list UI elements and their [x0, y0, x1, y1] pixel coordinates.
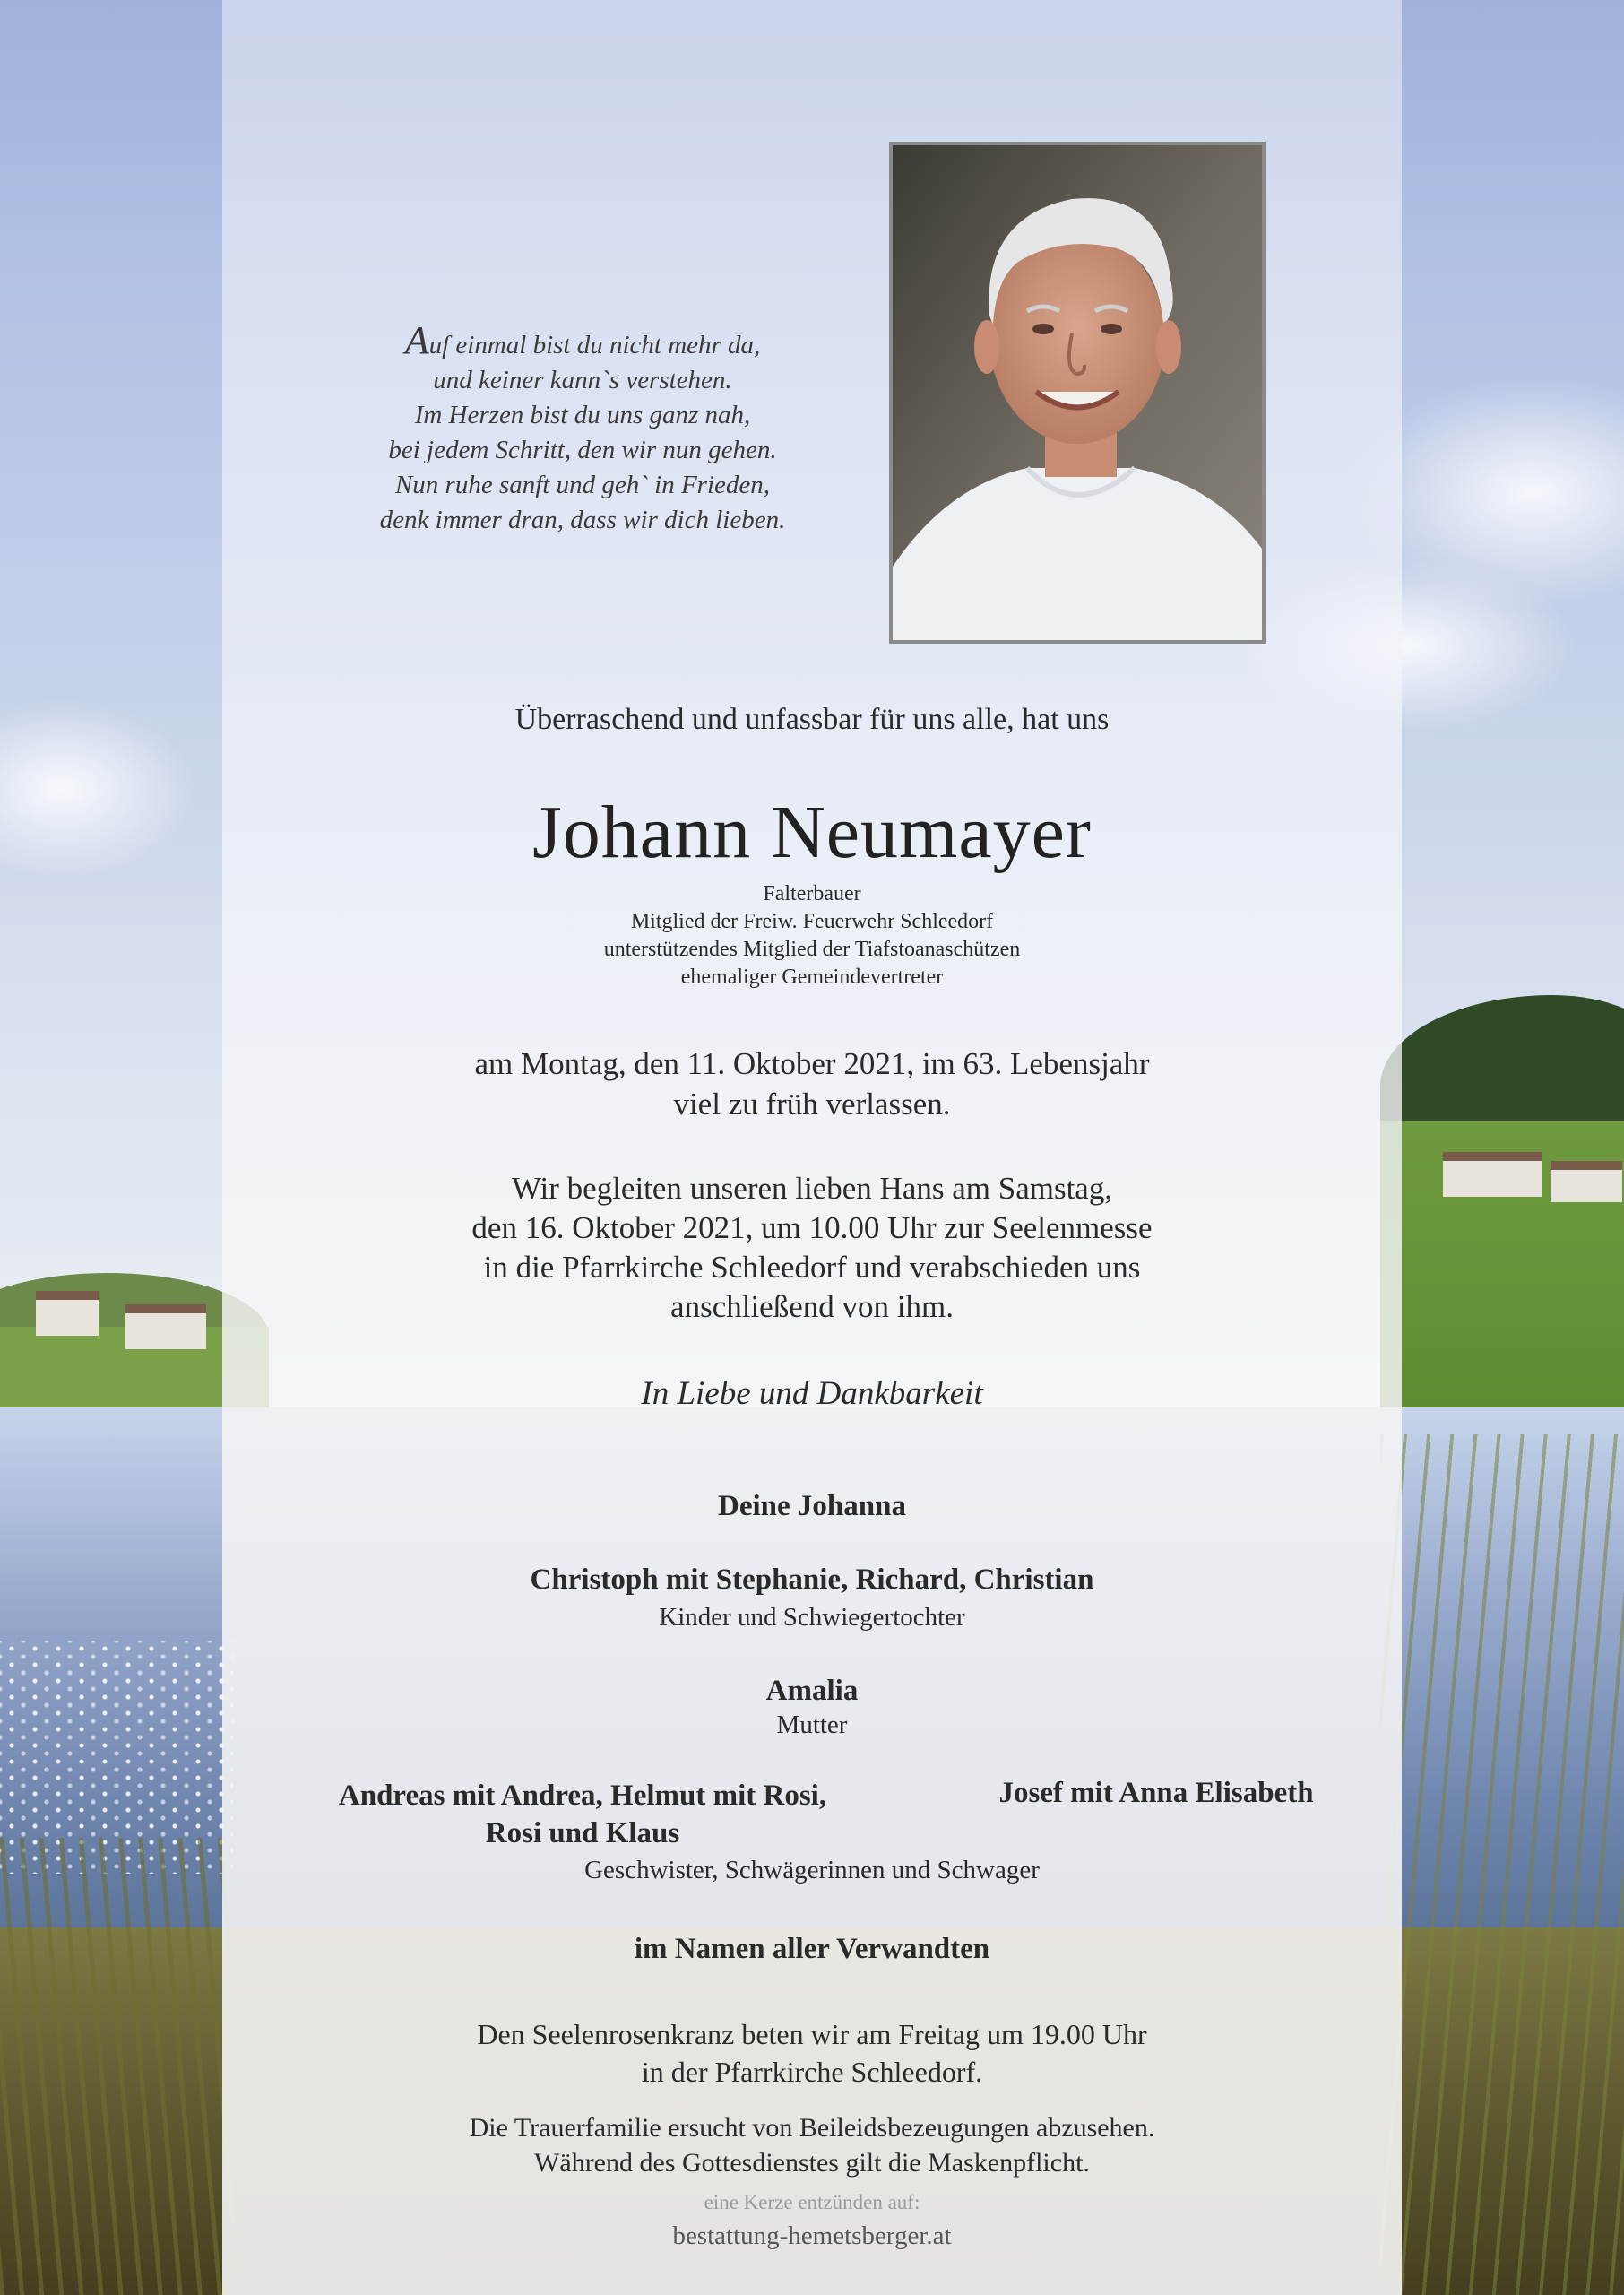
death-notice — [222, 1044, 1402, 1124]
note-line: Während des Gottesdienstes gilt die Maskenpflicht. — [534, 2148, 1090, 2178]
memorial-poem — [305, 318, 860, 538]
poem-line: und keiner kann`s verstehen. — [433, 366, 732, 394]
deceased-name: Johann Neumayer — [532, 791, 1092, 874]
role-item: unterstützendes Mitglied der Tiafstoanaschützen — [603, 938, 1021, 961]
siblings-line: Andreas mit Andrea, Helmut mit Rosi, — [338, 1780, 827, 1812]
poem-line: bei jedem Schritt, den wir nun gehen. — [388, 436, 777, 464]
mourner-siblings-right: Josef mit Anna Elisabeth — [998, 1777, 1314, 1809]
poem-line: Im Herzen bist du uns ganz nah, — [414, 401, 751, 429]
family-notes — [222, 2110, 1402, 2180]
funeral-line: den 16. Oktober 2021, um 10.00 Uhr zur Seelenmesse — [471, 1210, 1153, 1245]
mourner-relatives: im Namen aller Verwandten — [634, 1933, 990, 1965]
death-line: am Montag, den 11. Oktober 2021, im 63. Lebensjahr — [474, 1046, 1150, 1081]
roles-list — [222, 880, 1402, 992]
mourner-mother-role: Mutter — [776, 1710, 848, 1739]
poem-line: Nun ruhe sanft und geh` in Frieden, — [394, 471, 771, 499]
role-item: Mitglied der Freiw. Feuerwehr Schleedorf — [630, 910, 994, 933]
mourner-siblings-left — [278, 1777, 887, 1852]
poem-line: denk immer dran, dass wir dich lieben. — [379, 506, 786, 534]
funeral-line: in die Pfarrkirche Schleedorf und verabschieden uns — [483, 1250, 1141, 1285]
farmhouse — [1551, 1161, 1622, 1202]
poem-line: Auf einmal bist du nicht mehr da, — [404, 318, 761, 362]
funeral-home-link[interactable]: bestattung-hemetsberger.at — [672, 2221, 952, 2250]
closing-phrase: In Liebe und Dankbarkeit — [641, 1375, 983, 1412]
note-line: Die Trauerfamilie ersucht von Beileidsbezeugungen abzusehen. — [469, 2113, 1155, 2143]
portrait-photo — [889, 142, 1266, 644]
death-line: viel zu früh verlassen. — [673, 1087, 951, 1122]
rosary-line: in der Pfarrkirche Schleedorf. — [641, 2056, 983, 2088]
funeral-info — [222, 1169, 1402, 1327]
siblings-line: Rosi und Klaus — [485, 1817, 680, 1849]
mourner-wife: Deine Johanna — [718, 1490, 906, 1522]
candle-text: eine Kerze entzünden auf: — [704, 2191, 920, 2213]
mourner-siblings-role: Geschwister, Schwägerinnen und Schwager — [584, 1856, 1040, 1884]
mourner-children-role: Kinder und Schwiegertochter — [659, 1603, 965, 1632]
role-item: Falterbauer — [763, 882, 861, 905]
farmhouse — [1443, 1152, 1542, 1197]
reeds-right — [1380, 1434, 1624, 2295]
funeral-line: anschließend von ihm. — [670, 1289, 954, 1324]
rosary-line: Den Seelenrosenkranz beten wir am Freitag um 19.00 Uhr — [477, 2018, 1147, 2050]
house — [36, 1291, 99, 1336]
house — [125, 1304, 206, 1349]
mourner-mother: Amalia — [765, 1675, 859, 1707]
role-item: ehemaliger Gemeindevertreter — [680, 966, 944, 989]
intro-text: Überraschend und unfassbar für uns alle, hat uns — [514, 703, 1110, 736]
reeds-left — [0, 1838, 233, 2295]
mourner-children: Christoph mit Stephanie, Richard, Christian — [530, 1563, 1094, 1596]
funeral-line: Wir begleiten unseren lieben Hans am Samstag, — [511, 1171, 1113, 1206]
rosary-info — [222, 2015, 1402, 2091]
